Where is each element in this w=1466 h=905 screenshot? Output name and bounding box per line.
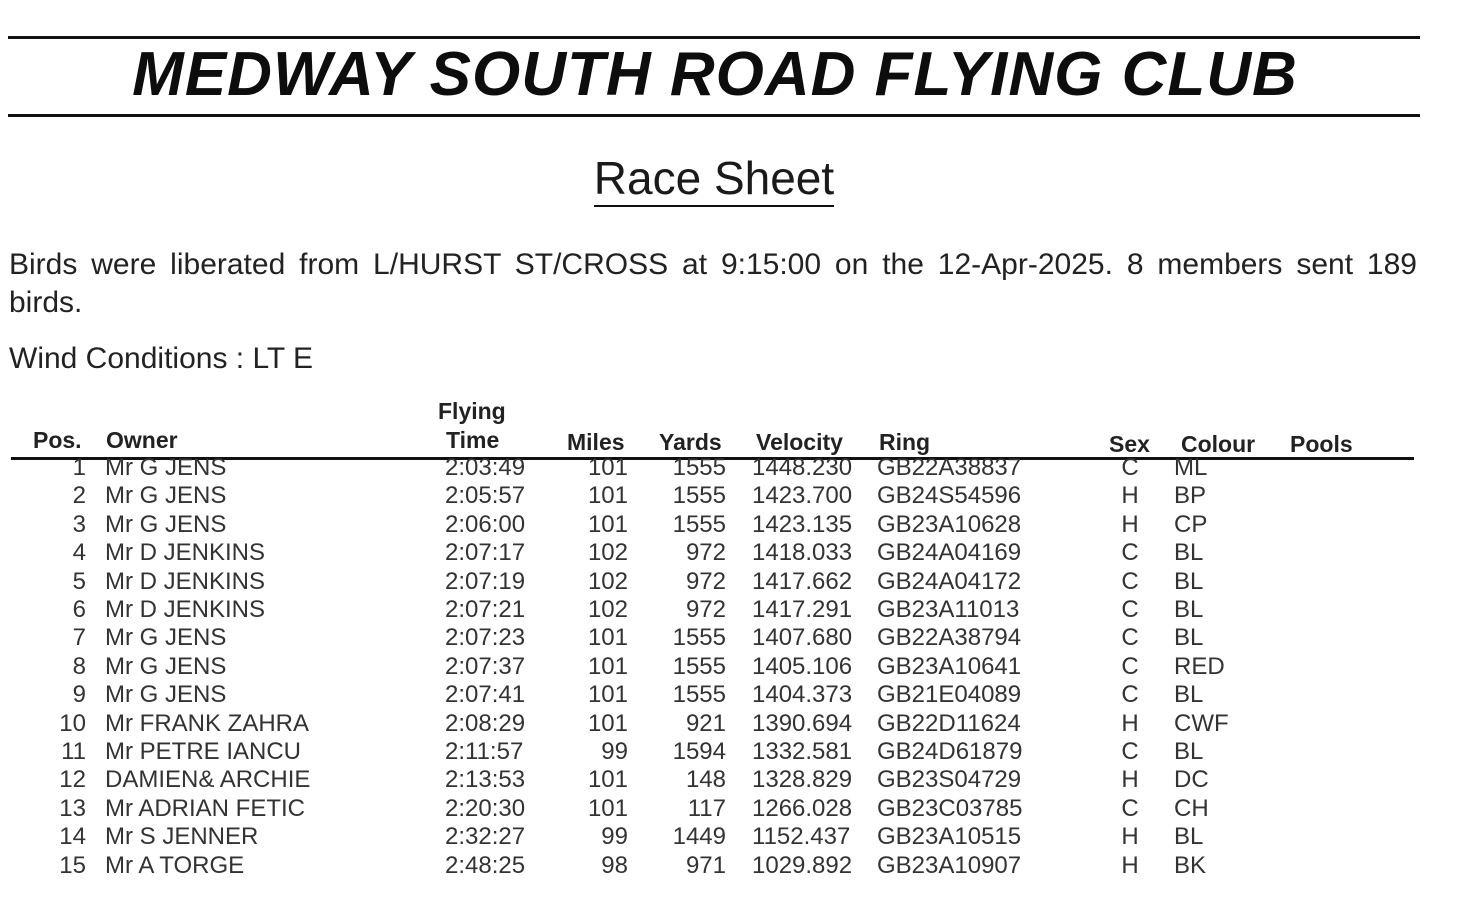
cell-miles: 102 [587, 539, 628, 567]
cell-owner: Mr D JENKINS [105, 596, 266, 623]
cell-velocity: 1029.892 [752, 851, 853, 879]
cell-yards: 148 [685, 766, 726, 794]
sheet-title-text: Race Sheet [594, 152, 834, 207]
cell-yards: 1555 [672, 624, 726, 652]
column-header-sex: Sex [1109, 431, 1150, 457]
cell-pos: 11 [61, 738, 86, 765]
cell-ring: GB23A11013 [877, 596, 1020, 623]
cell-owner: Mr D JENKINS [105, 567, 266, 595]
cell-owner: Mr G JENS [105, 652, 227, 680]
cell-colour: DC [1174, 766, 1209, 794]
cell-miles: 101 [587, 482, 628, 510]
cell-miles: 101 [587, 624, 628, 652]
column-header-flying: Flying [438, 398, 506, 424]
cell-sex: H [1121, 766, 1139, 794]
cell-pos: 8 [72, 652, 86, 680]
cell-velocity: 1417.291 [752, 596, 853, 623]
cell-miles: 99 [601, 738, 628, 765]
cell-flying-time: 2:11:57 [445, 738, 524, 765]
sheet-title [0, 150, 1428, 206]
cell-miles: 101 [587, 652, 628, 680]
cell-colour: BL [1174, 539, 1204, 567]
cell-owner: DAMIEN& ARCHIE [105, 766, 311, 794]
cell-ring: GB22D11624 [877, 709, 1021, 737]
cell-miles: 98 [601, 851, 628, 879]
cell-ring: GB24A04169 [877, 539, 1022, 567]
table-row [0, 795, 1466, 823]
cell-pos: 3 [72, 510, 86, 538]
cell-velocity: 1417.662 [752, 567, 853, 595]
cell-miles: 102 [587, 596, 628, 623]
cell-sex: C [1121, 794, 1139, 822]
cell-pos: 15 [59, 851, 86, 879]
table-row [0, 681, 1466, 709]
cell-sex: C [1121, 539, 1139, 567]
cell-pos: 7 [72, 624, 86, 652]
cell-sex: H [1121, 823, 1139, 851]
cell-miles: 101 [587, 510, 628, 538]
cell-flying-time: 2:06:00 [445, 510, 526, 538]
cell-flying-time: 2:07:19 [445, 567, 526, 595]
cell-colour: CH [1174, 794, 1209, 822]
cell-owner: Mr PETRE IANCU [105, 738, 302, 765]
column-header-yards: Yards [659, 429, 722, 455]
table-row [0, 624, 1466, 652]
cell-owner: Mr G JENS [105, 454, 227, 481]
column-header-pools: Pools [1290, 431, 1353, 457]
cell-pos: 12 [59, 766, 86, 794]
cell-flying-time: 2:05:57 [445, 482, 526, 510]
cell-sex: H [1121, 510, 1139, 538]
cell-colour: BL [1174, 567, 1204, 595]
cell-colour: ML [1174, 454, 1208, 481]
cell-yards: 1555 [672, 652, 726, 680]
cell-sex: H [1121, 709, 1139, 737]
cell-flying-time: 2:07:23 [445, 624, 526, 652]
cell-sex: C [1121, 567, 1139, 595]
table-row [0, 596, 1466, 624]
table-row [0, 710, 1466, 738]
cell-ring: GB22A38837 [877, 454, 1022, 481]
column-header-owner: Owner [106, 427, 178, 453]
cell-colour: BL [1174, 596, 1204, 623]
wind-conditions: Wind Conditions : LT E [9, 342, 314, 375]
cell-flying-time: 2:03:49 [445, 454, 526, 481]
cell-owner: Mr D JENKINS [105, 539, 266, 567]
cell-yards: 921 [685, 709, 726, 737]
cell-ring: GB21E04089 [877, 681, 1022, 709]
table-row [0, 568, 1466, 596]
cell-sex: H [1121, 482, 1139, 510]
cell-colour: CP [1174, 510, 1208, 538]
cell-flying-time: 2:13:53 [445, 766, 526, 794]
cell-yards: 1555 [672, 482, 726, 510]
cell-ring: GB23S04729 [877, 766, 1022, 794]
cell-yards: 972 [685, 567, 726, 595]
cell-owner: Mr A TORGE [105, 851, 245, 879]
cell-velocity: 1328.829 [752, 766, 853, 794]
cell-flying-time: 2:07:21 [445, 596, 526, 623]
cell-pos: 14 [59, 823, 86, 851]
cell-velocity: 1407.680 [752, 624, 853, 652]
column-header-velocity: Velocity [756, 429, 843, 455]
cell-flying-time: 2:32:27 [445, 823, 526, 851]
cell-flying-time: 2:07:17 [445, 539, 526, 567]
cell-flying-time: 2:07:37 [445, 652, 526, 680]
cell-velocity: 1423.135 [752, 510, 853, 538]
cell-pos: 2 [72, 482, 86, 510]
cell-miles: 101 [587, 709, 628, 737]
cell-ring: GB22A38794 [877, 624, 1022, 652]
cell-ring: GB24A04172 [877, 567, 1022, 595]
column-header-colour: Colour [1181, 431, 1256, 457]
table-row [0, 852, 1466, 880]
cell-ring: GB23A10628 [877, 510, 1022, 538]
cell-colour: BL [1174, 624, 1204, 652]
cell-velocity: 1418.033 [752, 539, 853, 567]
cell-owner: Mr ADRIAN FETIC [105, 794, 306, 822]
cell-pos: 5 [72, 567, 86, 595]
cell-miles: 101 [587, 681, 628, 709]
column-header-pos: Pos. [33, 427, 82, 453]
cell-sex: C [1121, 624, 1139, 652]
cell-yards: 972 [685, 539, 726, 567]
cell-velocity: 1332.581 [752, 738, 853, 765]
title-top-rule [8, 36, 1420, 39]
cell-yards: 1555 [672, 681, 726, 709]
cell-velocity: 1390.694 [752, 709, 853, 737]
cell-colour: BK [1174, 851, 1207, 879]
cell-ring: GB23C03785 [877, 794, 1023, 822]
cell-velocity: 1405.106 [752, 652, 853, 680]
cell-miles: 101 [587, 794, 628, 822]
cell-flying-time: 2:20:30 [445, 794, 526, 822]
cell-yards: 1594 [672, 738, 726, 765]
liberation-info: Birds were liberated from L/HURST ST/CROSS at 9:15:00 on the 12-Apr-2025. 8 members sent 189 birds. [9, 248, 1417, 319]
column-header-time: Time [446, 427, 500, 453]
cell-miles: 101 [587, 454, 628, 481]
cell-yards: 1555 [672, 454, 726, 481]
cell-yards: 1449 [672, 823, 726, 851]
cell-miles: 102 [587, 567, 628, 595]
cell-yards: 971 [685, 851, 726, 879]
cell-ring: GB23A10515 [877, 823, 1022, 851]
cell-colour: BL [1174, 738, 1204, 765]
cell-owner: Mr FRANK ZAHRA [105, 709, 309, 737]
cell-flying-time: 2:48:25 [445, 851, 526, 879]
table-row [0, 823, 1466, 851]
cell-ring: GB23A10907 [877, 851, 1022, 879]
table-row [0, 482, 1466, 510]
cell-yards: 972 [685, 596, 726, 623]
cell-ring: GB24S54596 [877, 482, 1022, 510]
column-header-ring: Ring [879, 429, 931, 455]
cell-pos: 10 [59, 709, 86, 737]
club-title: MEDWAY SOUTH ROAD FLYING CLUB [132, 40, 1298, 109]
table-row [0, 454, 1466, 482]
cell-ring: GB24D61879 [877, 738, 1023, 765]
cell-velocity: 1404.373 [752, 681, 853, 709]
cell-miles: 101 [587, 766, 628, 794]
cell-owner: Mr G JENS [105, 482, 227, 510]
cell-pos: 6 [72, 596, 86, 623]
cell-owner: Mr G JENS [105, 624, 227, 652]
cell-pos: 4 [72, 539, 86, 567]
table-row [0, 539, 1466, 567]
cell-flying-time: 2:08:29 [445, 709, 526, 737]
cell-colour: RED [1174, 652, 1225, 680]
cell-ring: GB23A10641 [877, 652, 1022, 680]
cell-velocity: 1152.437 [752, 823, 851, 851]
column-header-miles: Miles [567, 429, 625, 455]
cell-sex: C [1121, 738, 1139, 765]
table-row [0, 653, 1466, 681]
cell-sex: C [1121, 652, 1139, 680]
cell-velocity: 1266.028 [752, 794, 853, 822]
table-row [0, 766, 1466, 794]
cell-pos: 13 [59, 794, 86, 822]
cell-yards: 117 [687, 794, 726, 822]
table-row [0, 511, 1466, 539]
cell-flying-time: 2:07:41 [445, 681, 526, 709]
cell-yards: 1555 [672, 510, 726, 538]
cell-owner: Mr G JENS [105, 510, 227, 538]
cell-velocity: 1423.700 [752, 482, 853, 510]
cell-colour: BL [1174, 823, 1204, 851]
cell-colour: BL [1174, 681, 1204, 709]
cell-miles: 99 [601, 823, 628, 851]
cell-colour: BP [1174, 482, 1207, 510]
cell-pos: 9 [72, 681, 86, 709]
cell-sex: C [1121, 454, 1139, 481]
cell-colour: CWF [1174, 709, 1229, 737]
table-row [0, 738, 1466, 766]
cell-sex: H [1121, 851, 1139, 879]
cell-pos: 1 [72, 454, 86, 481]
cell-sex: C [1121, 596, 1139, 623]
cell-velocity: 1448.230 [752, 454, 853, 481]
cell-owner: Mr S JENNER [105, 823, 259, 851]
cell-owner: Mr G JENS [105, 681, 227, 709]
cell-sex: C [1121, 681, 1139, 709]
title-bottom-rule [8, 114, 1420, 117]
